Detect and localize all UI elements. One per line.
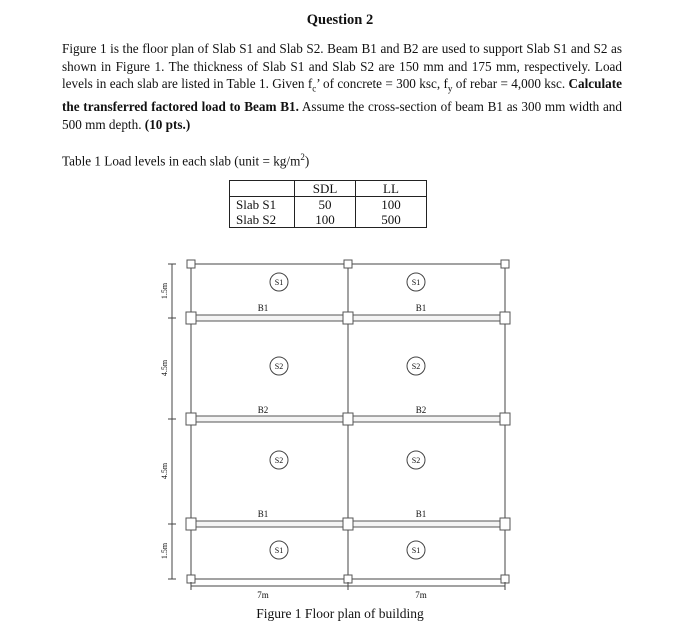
beam-label: B1 [257,303,269,313]
points-label: (10 pts.) [144,117,191,133]
dimension-label: 7m [415,590,427,600]
figure-caption: Figure 1 Floor plan of building [256,606,424,621]
column-marker [500,413,510,425]
beam-label: B1 [257,509,269,519]
dimension-label: 4.5m [160,359,169,377]
slab-label: S1 [411,546,421,555]
column-marker [186,518,196,530]
table-caption: Table 1 Load levels in each slab (unit = $kg/m^2$) [62,152,310,169]
floor-plan-figure [0,250,700,605]
beam-label: B1 [415,303,427,313]
slab-label: S2 [274,456,284,465]
beam-label: B2 [257,405,269,415]
table-header-ll: LL [356,181,427,197]
dimension-label: 7m [257,590,269,600]
row-label: Slab S2 [230,212,295,228]
beam-label: B1 [415,509,427,519]
column-marker [344,575,352,583]
slab-label: S2 [274,362,284,371]
table-row [230,197,427,213]
slab-label: S1 [274,546,284,555]
row-sdl: 100 [295,212,356,228]
column-marker [343,413,353,425]
row-ll: 100 [356,197,427,213]
column-marker [344,260,352,268]
column-marker [501,575,509,583]
table-row [230,212,427,228]
column-marker [187,575,195,583]
dimension-label: 4.5m [160,462,169,480]
slab-label: S1 [411,278,421,287]
slab-label: S2 [411,456,421,465]
row-ll: 500 [356,212,427,228]
dimension-label: 1.5m [160,542,169,560]
beam-label: B2 [415,405,427,415]
table-header-row [230,181,427,197]
row-sdl: 50 [295,197,356,213]
table-header-blank [230,181,295,197]
table-header-sdl: SDL [295,181,356,197]
task-statement: Calculate the transferred factored load to Beam B1. [62,76,622,115]
question-title: Question 2 [306,12,374,28]
column-marker [343,312,353,324]
load-table [229,180,427,228]
column-marker [500,312,510,324]
column-marker [186,312,196,324]
column-marker [500,518,510,530]
slab-label: S1 [274,278,284,287]
problem-statement: Figure 1 is the floor plan of Slab S1 and Slab S2. Beam B1 and B2 are used to support Slab S1 and S2 as shown in Figure 1. The thickness of Slab S1 and Slab S2 are 150 mm and 175 mm, respectively. Load levels in each slab are listed in Table 1. Given $f_c$’ of concrete = 300 ksc, $f_y$ of rebar = 4,000 ksc. Calculate the transferred factored load to Beam B1. Assume the cross-section of beam B1 as 300 mm width and 500 mm depth. (10 pts.) [62,41,622,133]
row-label: Slab S1 [230,197,295,213]
column-marker [343,518,353,530]
column-marker [187,260,195,268]
dimension-label: 1.5m [160,282,169,300]
column-marker [501,260,509,268]
slab-label: S2 [411,362,421,371]
column-marker [186,413,196,425]
